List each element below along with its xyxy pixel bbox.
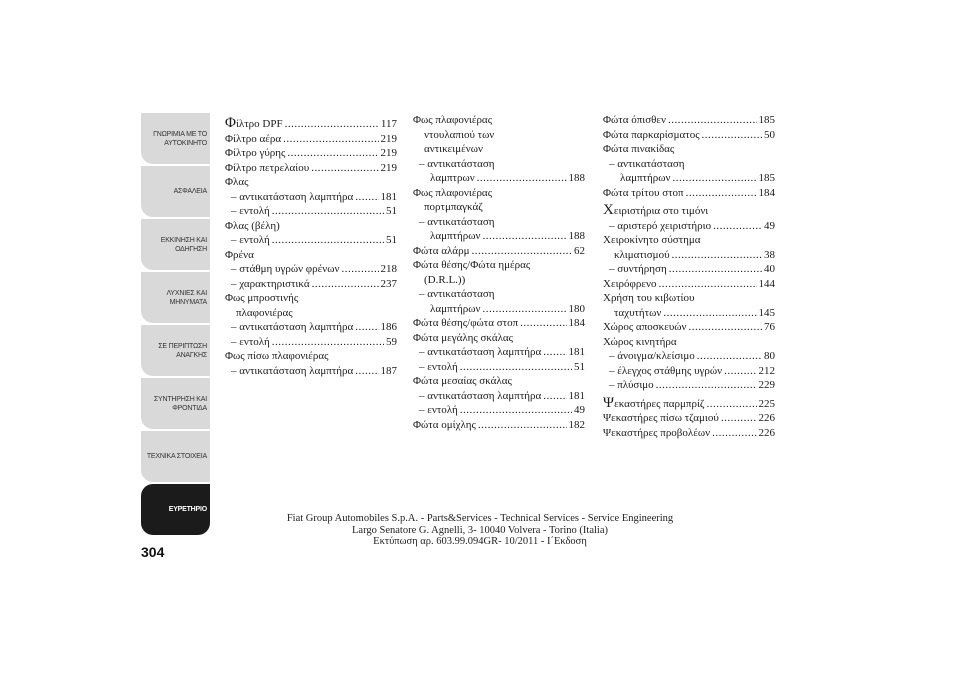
index-entry	[225, 146, 397, 161]
entry-text: Φώτα θέσης/φώτα στοπ	[413, 317, 519, 329]
index-entry	[225, 364, 397, 379]
index-entry	[603, 277, 775, 292]
section-tab-label: ΑΣΦΑΛΕΙΑ	[173, 188, 207, 195]
index-entry	[603, 364, 775, 379]
entry-text: Φώτα τρίτου στοπ	[603, 186, 684, 199]
entry-text: – συντήρηση	[609, 263, 667, 275]
entry-page: 219	[380, 147, 397, 159]
index-entry	[225, 277, 397, 292]
leader-dots	[689, 320, 763, 335]
index-entry	[413, 229, 585, 244]
index-entry: Φώτα θέσης/Φώτα ημέρας	[413, 259, 531, 271]
leader-dots	[706, 397, 756, 412]
index-entry	[413, 244, 585, 259]
index-entry: Χρήση του κιβωτίου	[603, 292, 695, 304]
entry-text: – εντολή	[231, 335, 270, 348]
entry-page: 188	[568, 172, 585, 184]
leader-dots	[712, 426, 756, 441]
entry-text: – αντικατάσταση λαμπτήρα	[419, 389, 542, 402]
index-entry	[225, 132, 397, 147]
index-entry	[413, 418, 585, 433]
leader-dots	[355, 190, 378, 205]
index-entry	[603, 219, 775, 234]
leader-dots	[543, 389, 566, 404]
entry-page: 226	[758, 426, 775, 439]
leader-dots	[287, 146, 378, 161]
index-entry	[225, 190, 397, 205]
section-tab-5[interactable]	[141, 378, 210, 429]
leader-dots	[355, 320, 378, 335]
index-entry: Φρένα	[225, 248, 254, 261]
entry-page: 59	[386, 335, 397, 348]
leader-dots	[724, 364, 756, 379]
index-entry: αντικειμένων	[424, 143, 483, 155]
entry-page: 181	[568, 389, 585, 402]
entry-text: – εντολή	[231, 234, 270, 246]
index-entry	[225, 161, 397, 176]
index-entry: Φως μπροστινής	[225, 292, 299, 304]
leader-dots	[668, 113, 756, 128]
section-tab-label: ΕΥΡΕΤΗΡΙΟ	[168, 506, 207, 513]
entry-page: 219	[380, 132, 397, 145]
index-entry	[603, 186, 775, 201]
index-entry	[603, 248, 775, 263]
index-entry: ντουλαπιού των	[424, 128, 495, 141]
leader-dots	[272, 204, 384, 219]
index-entry	[413, 302, 585, 317]
index-entry: Φώτα μεσαίας σκάλας	[413, 375, 512, 387]
index-entry: Χειριστήρια στο τιμόνι	[603, 202, 709, 218]
index-entry: – αντικατάσταση	[419, 157, 495, 170]
index-entry	[413, 171, 585, 186]
entry-text: λαμπτήρων	[430, 230, 481, 242]
leader-dots	[478, 418, 567, 433]
entry-page: 117	[380, 118, 397, 130]
entry-text: ταχυτήτων	[614, 306, 662, 319]
index-entry	[413, 403, 585, 418]
leader-dots	[272, 335, 384, 350]
entry-page: 182	[568, 418, 585, 431]
section-tab-label: ΣΕ ΠΕΡΙΠΤΩΣΗ ΑΝΑΓΚΗΣ	[158, 342, 207, 359]
leader-dots	[312, 277, 379, 292]
leader-dots	[663, 306, 756, 321]
leader-dots	[482, 229, 566, 244]
entry-page: 51	[386, 205, 397, 217]
entry-page: 51	[386, 234, 397, 246]
entry-text: – έλεγχος στάθμης υγρών	[609, 364, 723, 377]
index-entry	[225, 262, 397, 277]
index-column-1	[225, 113, 397, 378]
leader-dots	[460, 403, 572, 418]
footer-line-1: Fiat Group Automobiles S.p.A. - Parts&Services - Technical Services - Service Engineering	[286, 513, 674, 524]
entry-text: Ψεκαστήρες πίσω τζαμιού	[603, 412, 719, 424]
entry-text: Ψεκαστήρες προβολέων	[603, 426, 711, 439]
entry-text: Φώτα παρκαρίσματος	[603, 128, 700, 141]
entry-page: 181	[380, 190, 397, 203]
section-tab-label: ΕΚΚΙΝΗΣΗ ΚΑΙ ΟΔΗΓΗΣΗ	[160, 236, 207, 253]
entry-text: Φώτα αλάρμ	[413, 244, 470, 257]
index-entry: Φως πλαφονιέρας	[413, 114, 493, 126]
index-entry: πλαφονιέρας	[236, 306, 293, 319]
index-entry: – αντικατάσταση	[609, 157, 685, 170]
leader-dots	[697, 349, 762, 364]
index-entry	[603, 426, 775, 441]
entry-text: – αντικατάσταση λαμπτήρα	[231, 190, 354, 203]
index-entry: Χώρος κινητήρα	[603, 335, 677, 348]
section-tab-2[interactable]	[141, 219, 210, 270]
entry-text: – αριστερό χειριστήριο	[609, 219, 712, 232]
index-column-3	[603, 113, 775, 440]
leader-dots	[477, 171, 567, 186]
entry-text: Φίλτρο DPF	[225, 115, 283, 131]
entry-text: λαμπτήρων	[430, 302, 481, 315]
leader-dots	[471, 244, 572, 259]
leader-dots	[672, 171, 756, 186]
entry-page: 218	[380, 263, 397, 275]
leader-dots	[658, 277, 756, 292]
entry-page: 226	[758, 412, 775, 424]
index-entry: (D.R.L.))	[424, 273, 466, 286]
index-entry	[225, 335, 397, 350]
entry-page: 185	[758, 114, 775, 126]
index-entry: Φλας (βέλη)	[225, 219, 280, 232]
entry-text: – χαρακτηριστικά	[231, 277, 310, 290]
section-tab-0[interactable]	[141, 113, 210, 164]
leader-dots	[272, 233, 384, 248]
leader-dots	[520, 316, 566, 331]
index-entry: Φως πλαφονιέρας	[413, 186, 493, 199]
entry-page: 145	[758, 306, 775, 319]
index-entry: Φλας	[225, 176, 249, 188]
index-entry: – αντικατάσταση	[419, 288, 495, 300]
index-entry	[603, 128, 775, 143]
entry-page: 185	[758, 172, 775, 184]
entry-text: – άνοιγμα/κλείσιμο	[609, 350, 695, 362]
leader-dots	[672, 248, 762, 263]
leader-dots	[482, 302, 566, 317]
entry-page: 212	[758, 364, 775, 377]
entry-page: 229	[758, 379, 775, 391]
index-entry: Φώτα πινακίδας	[603, 143, 675, 155]
section-tab-label: ΓΝΩΡΙΜΙΑ ΜΕ ΤΟ ΑΥΤΟΚΙΝΗΤΟ	[153, 130, 207, 147]
entry-page: 80	[764, 350, 775, 362]
leader-dots	[656, 378, 757, 393]
entry-text: – εντολή	[419, 360, 458, 373]
leader-dots	[285, 117, 379, 132]
entry-text: λαμπτήρων	[620, 172, 671, 184]
entry-page: 181	[568, 346, 585, 358]
index-entry: Χειροκίνητο σύστημα	[603, 234, 701, 246]
entry-text: – εντολή	[419, 404, 458, 416]
entry-page: 187	[380, 364, 397, 377]
section-tab-4[interactable]	[141, 325, 210, 376]
entry-page: 51	[574, 360, 585, 373]
index-entry	[413, 345, 585, 360]
entry-text: Ψεκαστήρες παρμπρίζ	[603, 394, 705, 411]
entry-text: Φώτα ομίχλης	[413, 418, 476, 431]
entry-page: 219	[380, 161, 397, 174]
index-entry	[413, 389, 585, 404]
entry-page: 38	[764, 248, 775, 261]
footer-line-2: Largo Senatore G. Agnelli, 3- 10040 Volvera - Torino (Italia)	[352, 524, 608, 536]
entry-text: – αντικατάσταση λαμπτήρα	[231, 321, 354, 333]
section-tab-1[interactable]	[141, 166, 210, 217]
leader-dots	[702, 128, 762, 143]
index-entry	[603, 113, 775, 128]
footer-line-3: Εκτύπωση αρ. 603.99.094GR- 10/2011 - Ι΄Εκδοση	[373, 536, 587, 547]
index-entry	[225, 204, 397, 219]
index-entry	[603, 262, 775, 277]
entry-text: Φίλτρο αέρα	[225, 132, 282, 145]
entry-page: 49	[764, 219, 775, 232]
entry-text: – στάθμη υγρών φρένων	[231, 263, 340, 275]
entry-page: 144	[758, 277, 775, 290]
index-entry	[603, 378, 775, 393]
entry-page: 184	[758, 186, 775, 199]
entry-page: 50	[764, 128, 775, 141]
index-entry	[225, 233, 397, 248]
entry-text: – εντολή	[231, 205, 270, 217]
index-entry: – αντικατάσταση	[419, 215, 495, 228]
section-tab-6[interactable]	[141, 431, 210, 482]
index-entry	[225, 116, 397, 132]
section-tab-3[interactable]	[141, 272, 210, 323]
index-entry	[603, 396, 775, 412]
section-tab-label: ΤΕΧΝΙΚΑ ΣΤΟΙΧΕΙΑ	[146, 453, 207, 460]
index-entry	[603, 320, 775, 335]
entry-text: – πλύσιμο	[609, 379, 654, 391]
entry-page: 186	[380, 321, 397, 333]
leader-dots	[543, 345, 566, 360]
leader-dots	[341, 262, 378, 277]
leader-dots	[460, 360, 572, 375]
index-entry	[603, 306, 775, 321]
entry-text: Φώτα όπισθεν	[603, 114, 667, 126]
entry-page: 225	[758, 397, 775, 410]
entry-page: 184	[568, 317, 585, 329]
entry-page: 40	[764, 263, 775, 275]
entry-page: 76	[764, 321, 775, 333]
entry-page: 62	[574, 244, 585, 257]
leader-dots	[669, 262, 762, 277]
index-entry: Φως πίσω πλαφονιέρας	[225, 350, 329, 362]
index-entry	[225, 320, 397, 335]
entry-text: Φίλτρο πετρελαίου	[225, 161, 310, 174]
entry-page: 237	[380, 277, 397, 290]
index-entry	[413, 316, 585, 331]
index-entry	[603, 171, 775, 186]
leader-dots	[713, 219, 762, 234]
leader-dots	[355, 364, 378, 379]
entry-text: Χώρος αποσκευών	[603, 321, 687, 333]
publisher-footer	[200, 513, 760, 548]
leader-dots	[311, 161, 378, 176]
entry-page: 180	[568, 302, 585, 315]
page-number: 304	[141, 544, 165, 560]
leader-dots	[283, 132, 378, 147]
entry-text: – αντικατάσταση λαμπτήρα	[231, 364, 354, 377]
index-column-2	[413, 113, 585, 432]
entry-text: – αντικατάσταση λαμπτήρα	[419, 346, 542, 358]
entry-text: κλιματισμού	[614, 248, 670, 261]
entry-page: 188	[568, 230, 585, 242]
entry-text: Φίλτρο γύρης	[225, 147, 286, 159]
entry-page: 49	[574, 404, 585, 416]
index-entry	[603, 411, 775, 426]
entry-text: λαμπτρων	[430, 172, 475, 184]
entry-text: Χειρόφρενο	[603, 277, 657, 290]
index-entry	[413, 360, 585, 375]
leader-dots	[721, 411, 757, 426]
section-tabs	[141, 113, 210, 537]
index-entry: πορτμπαγκάζ	[424, 201, 483, 213]
index-entry: Φώτα μεγάλης σκάλας	[413, 331, 514, 344]
index-entry	[603, 349, 775, 364]
section-tab-label: ΣΥΝΤΗΡΗΣΗ ΚΑΙ ΦΡΟΝΤΙΔΑ	[153, 395, 207, 412]
leader-dots	[686, 186, 757, 201]
section-tab-label: ΛΥΧΝΙΕΣ ΚΑΙ ΜΗΝΥΜΑΤΑ	[166, 289, 207, 306]
